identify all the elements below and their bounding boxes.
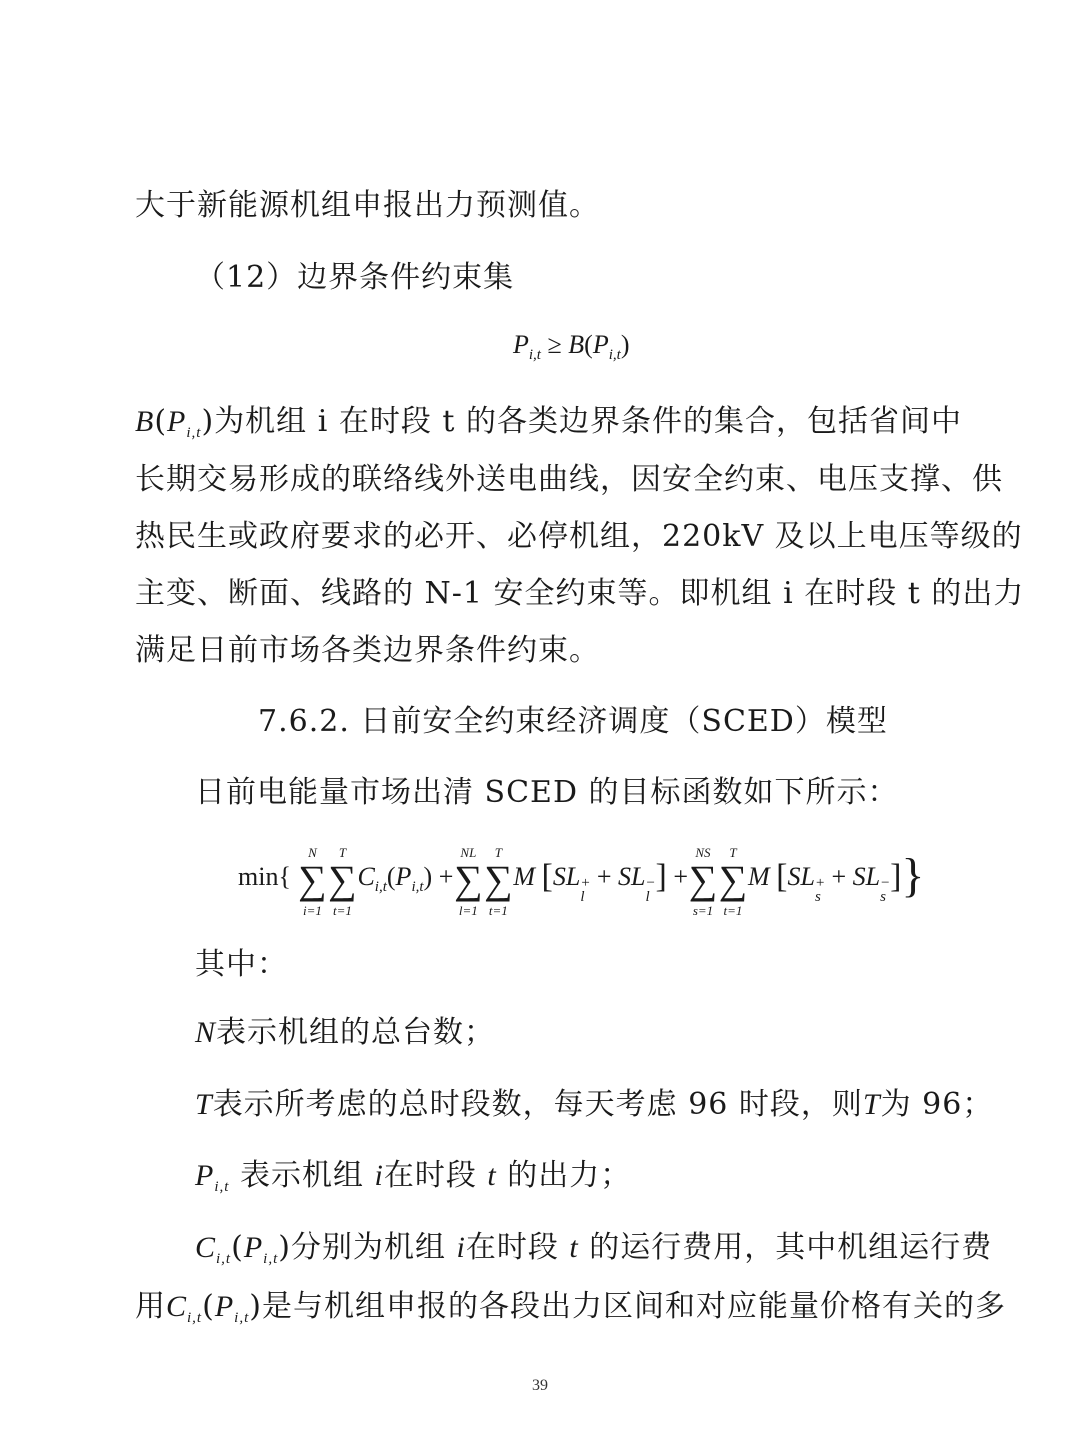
definition-T: T表示所考虑的总时段数，每天考虑 96 时段，则T为 96； xyxy=(195,1087,994,1122)
paragraph-line: 大于新能源机组申报出力预测值。 xyxy=(135,188,600,223)
sum-symbol: ∑ N i=1 xyxy=(298,845,327,918)
section-heading-12: （12）边界条件约束集 xyxy=(195,260,515,295)
objective-function: min{ ∑ N i=1 ∑ T t=1 $C_{i,t}(P_{i,t})$ +∑ NL l=1 ∑ T t=1 M [SL + l + SL − l ] +∑ NS s=1 ∑ T t=1 M [SL + s + SL − s ]} xyxy=(238,845,925,918)
paragraph-line: $B(P_{i,t})$为机组 i 在时段 t 的各类边界条件的集合，包括省间中 xyxy=(135,404,962,441)
sum-symbol: ∑ NS s=1 xyxy=(688,845,718,918)
paragraph-line: 其中： xyxy=(195,947,288,982)
sum-symbol: ∑ T t=1 xyxy=(718,845,748,918)
definition-N: N表示机组的总台数； xyxy=(195,1015,496,1050)
paragraph-line: 长期交易形成的联络线外送电曲线，因安全约束、电压支撑、供 xyxy=(135,462,1003,497)
sum-symbol: ∑ NL l=1 xyxy=(454,845,483,918)
equation-boundary: $P_{i,t} \ge B(P_{i,t})$ xyxy=(513,330,630,363)
definition-C: $C_{i,t}(P_{i,t})$分别为机组 i在时段 t 的运行费用，其中机组运行费 xyxy=(195,1230,993,1267)
paragraph-line: 主变、断面、线路的 N-1 安全约束等。即机组 i 在时段 t 的出力 xyxy=(135,576,1025,611)
min-operator: min xyxy=(238,862,279,891)
paragraph-line: 热民生或政府要求的必开、必停机组，220kV 及以上电压等级的 xyxy=(135,519,1023,554)
paragraph-line: 满足日前市场各类边界条件约束。 xyxy=(135,633,600,668)
page-number: 39 xyxy=(532,1377,548,1394)
symbol-P: P xyxy=(513,330,529,359)
paragraph-line: 用$C_{i,t}(P_{i,t})$是与机组申报的各段出力区间和对应能量价格有关的多 xyxy=(135,1289,1006,1326)
symbol-B: B xyxy=(568,330,585,359)
sum-symbol: ∑ T t=1 xyxy=(484,845,513,918)
definition-P: $P_{i,t}$ 表示机组 i在时段 t 的出力； xyxy=(195,1158,632,1195)
section-heading-762: 7.6.2. 日前安全约束经济调度（SCED）模型 xyxy=(258,704,888,739)
sum-symbol: ∑ T t=1 xyxy=(328,845,357,918)
paragraph-line: 日前电能量市场出清 SCED 的目标函数如下所示： xyxy=(195,775,899,810)
geq-symbol: ≥ xyxy=(547,330,562,359)
